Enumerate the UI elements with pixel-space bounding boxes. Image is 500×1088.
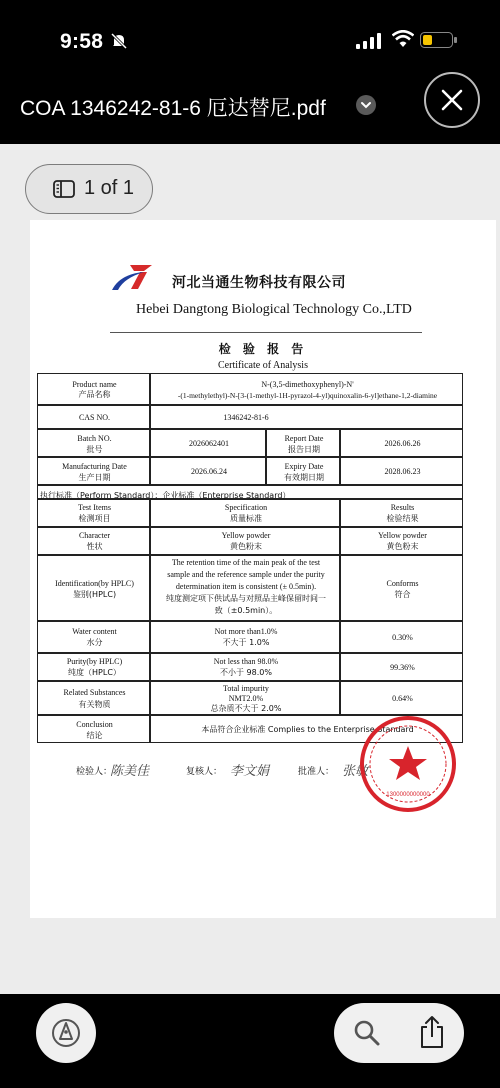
row-spec: Not less than 98.0% xyxy=(213,657,279,666)
cellular-signal-icon xyxy=(356,33,382,49)
svg-text:1300000000000: 1300000000000 xyxy=(386,792,430,798)
approver-label: 批准人： xyxy=(298,767,335,777)
status-bar xyxy=(0,0,500,80)
company-seal-icon xyxy=(358,714,458,814)
header-items-en: Test Items xyxy=(78,503,111,512)
report-date-value: 2026.06.26 xyxy=(384,439,421,448)
row-result: 0.30% xyxy=(392,633,413,642)
close-button[interactable] xyxy=(424,72,480,128)
product-name-label-cn: 产品名称 xyxy=(78,390,111,399)
approver-signature: 张敏 xyxy=(342,764,369,779)
row-item-cn: 性状 xyxy=(86,542,103,551)
row-item-cn: 水分 xyxy=(86,638,103,647)
inspector-label: 检验人： xyxy=(76,767,113,777)
report-date-label-en: Report Date xyxy=(284,434,324,443)
mfg-date-value: 2026.06.24 xyxy=(191,467,227,476)
expiry-value: 2028.06.23 xyxy=(384,467,421,476)
row-spec: 纯度测定项下供试品与对照品主峰保留时间一 xyxy=(166,594,326,603)
row-item-en: Character xyxy=(78,531,111,540)
bell-slash-icon xyxy=(110,32,128,50)
row-spec: 黄色粉末 xyxy=(230,542,262,551)
row-spec: Total impurity xyxy=(223,684,269,693)
header-spec-en: Specification xyxy=(224,503,268,512)
inspector-signature: 陈美佳 xyxy=(110,764,150,779)
status-time: 9:58 xyxy=(60,30,104,53)
row-spec: 致（±0.5min）。 xyxy=(214,606,278,615)
row-item-en: Related Substances xyxy=(63,688,126,697)
sidebar-icon xyxy=(53,180,75,198)
report-title-en: Certificate of Analysis xyxy=(218,360,308,371)
share-icon[interactable] xyxy=(418,1015,446,1049)
report-date-label-cn: 报告日期 xyxy=(288,445,320,454)
row-item-en: Water content xyxy=(72,627,117,636)
document-viewer[interactable] xyxy=(0,144,500,994)
row-spec: Yellow powder xyxy=(221,531,271,540)
report-title-cn: 检 验 报 告 xyxy=(218,342,308,356)
mfg-date-label-cn: 生产日期 xyxy=(78,473,111,482)
pdf-page xyxy=(30,220,496,918)
row-item-cn: 结论 xyxy=(86,731,103,740)
row-item-en: Conclusion xyxy=(76,720,113,729)
reviewer-label: 复核人： xyxy=(186,767,223,777)
company-name-cn: 河北当通生物科技有限公司 xyxy=(172,275,346,291)
row-result: 99.36% xyxy=(390,663,415,672)
row-spec: sample and the reference sample under the purity xyxy=(167,570,325,579)
header-spec-cn: 质量标准 xyxy=(230,514,262,523)
row-spec: 总杂质不大于 2.0% xyxy=(210,704,282,713)
row-result: 黄色粉末 xyxy=(386,542,419,551)
row-spec: 不小于 98.0% xyxy=(220,668,272,677)
viewer-header xyxy=(0,80,500,144)
analysis-table xyxy=(38,374,464,744)
company-logo-icon xyxy=(110,262,158,292)
divider xyxy=(110,332,422,333)
wifi-icon xyxy=(392,30,414,48)
batch-label-en: Batch NO. xyxy=(77,434,112,443)
row-spec: Not more than1.0% xyxy=(214,627,278,636)
cas-label: CAS NO. xyxy=(78,413,111,422)
row-item-en: Identification(by HPLC) xyxy=(55,579,134,588)
search-icon[interactable] xyxy=(352,1018,382,1048)
battery-icon xyxy=(420,32,458,48)
row-result: Yellow powder xyxy=(378,531,427,540)
close-icon xyxy=(426,74,478,126)
expiry-label-en: Expiry Date xyxy=(284,462,324,471)
row-item-cn: 纯度（HPLC） xyxy=(68,668,121,677)
row-spec: determination item is consistent (± 0.5min). xyxy=(175,582,317,591)
markup-button[interactable] xyxy=(36,1003,96,1063)
expiry-label-cn: 有效期日期 xyxy=(284,473,324,482)
product-name-line1: N-(3,5-dimethoxyphenyl)-N' xyxy=(261,380,354,389)
chevron-down-icon xyxy=(356,95,376,115)
markup-pen-icon xyxy=(36,1003,96,1063)
conclusion-text: 本品符合企业标准 Complies to the Enterprise Standard xyxy=(201,725,414,734)
product-name-label-en: Product name xyxy=(72,380,117,389)
row-result: Conforms xyxy=(386,579,419,588)
cas-value: 1346242-81-6 xyxy=(223,413,269,422)
row-spec: The retention time of the main peak of the test xyxy=(171,558,321,567)
document-title[interactable]: COA 1346242-81-6 厄达替尼.pdf xyxy=(20,97,326,120)
row-item-cn: 有关物质 xyxy=(78,700,111,709)
bottom-toolbar xyxy=(0,994,500,1088)
row-result: 符合 xyxy=(394,590,411,599)
product-name-line2: -(1-methylethyl)-N-[3-(1-methyl-1H-pyrazol-4-yl)quinoxalin-6-yl]ethane-1,2-diamine xyxy=(177,391,438,400)
batch-label-cn: 批号 xyxy=(86,445,103,454)
page-count-label: 1 of 1 xyxy=(84,177,135,199)
page-indicator-button[interactable] xyxy=(25,164,153,214)
row-item-cn: 鉴别(HPLC) xyxy=(72,590,117,599)
header-items-cn: 检测项目 xyxy=(78,514,111,523)
company-name-en: Hebei Dangtong Biological Technology Co.,LTD xyxy=(136,302,412,317)
header-results-en: Results xyxy=(390,503,415,512)
row-item-en: Purity(by HPLC) xyxy=(66,657,123,666)
row-result: 0.64% xyxy=(392,694,413,703)
action-buttons-group xyxy=(334,1003,464,1063)
reviewer-signature: 李文娟 xyxy=(230,764,270,779)
row-spec: NMT2.0% xyxy=(228,694,264,703)
perform-standard: 执行标准（Perform Standard）：企业标准（Enterprise Standard） xyxy=(40,491,291,500)
title-menu-button[interactable] xyxy=(356,95,376,115)
batch-value: 2026062401 xyxy=(189,439,229,448)
header-results-cn: 检验结果 xyxy=(386,514,419,523)
row-spec: 不大于 1.0% xyxy=(222,638,270,647)
mfg-date-label-en: Manufacturing Date xyxy=(62,462,127,471)
